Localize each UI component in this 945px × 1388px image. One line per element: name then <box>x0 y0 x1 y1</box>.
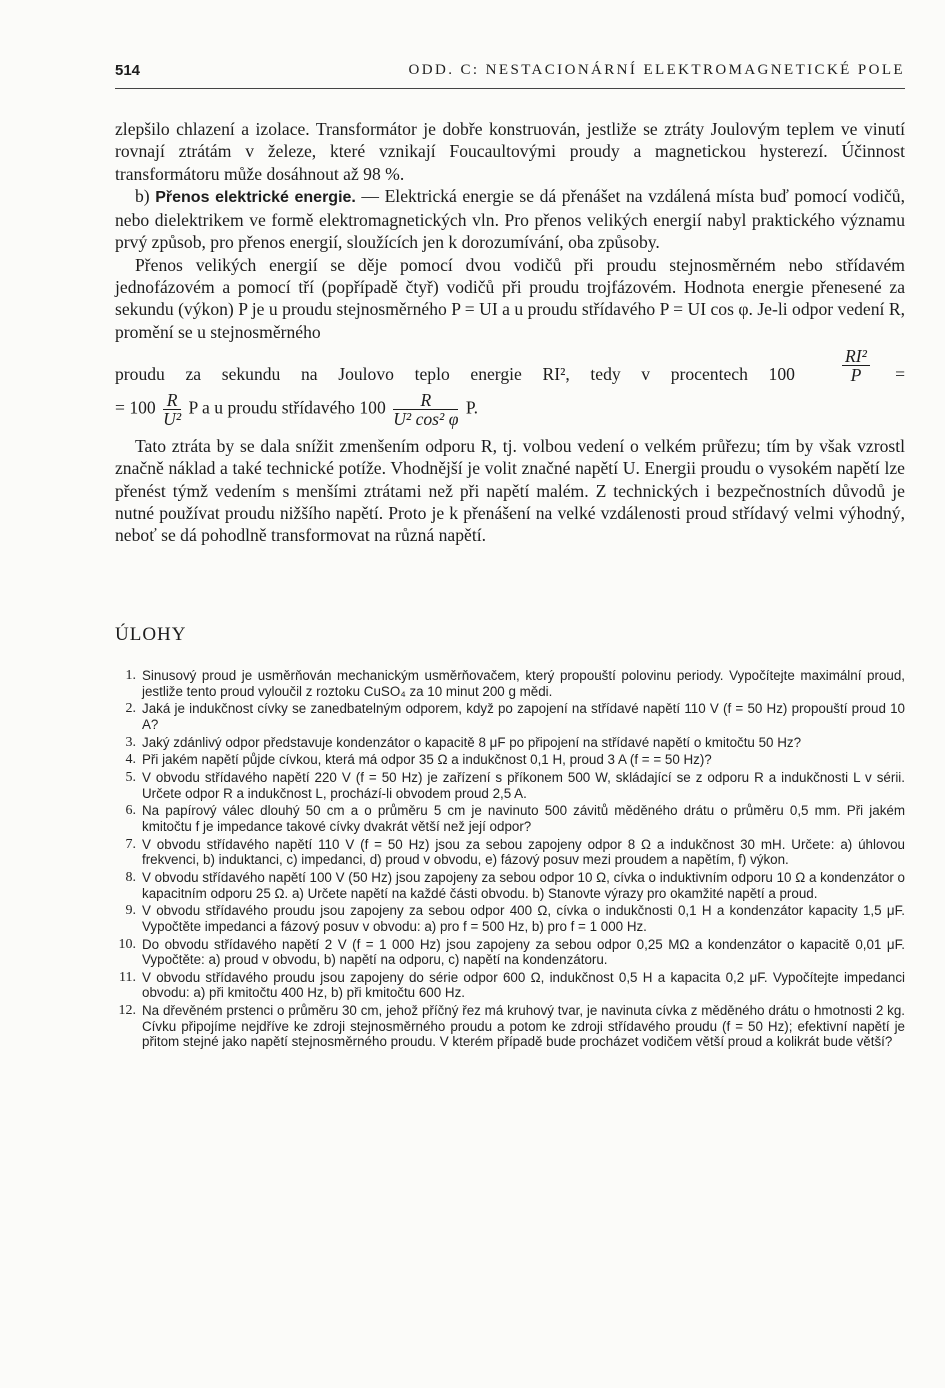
task-item <box>115 803 905 834</box>
header-rule <box>115 88 905 89</box>
task-number: 6. <box>125 803 136 819</box>
task-item <box>115 770 905 801</box>
equals-sign: = <box>895 363 905 384</box>
fraction-numerator: RI² <box>842 347 870 366</box>
task-text: V obvodu střídavého proudu jsou zapojeny za sebou odpor 400 Ω, cívka o indukčnosti 0,1 H a kondenzátor kapacity 1,5 μF. Vypočtěte impedanci a fázový posuv v obvodu: a) pro f = 500 Hz, b) pro f = 1 000 Hz. <box>142 903 905 934</box>
equation-word: teplo <box>414 363 450 384</box>
equation-joule-loss <box>115 347 905 391</box>
paragraph-cooling: zlepšilo chlazení a izolace. Transformátor je dobře konstruován, jestliže se ztráty Joulovým teplem ve vinutí rovnají ztrátám v železe, které vznikají Foucaultovými proudy a magnetickou hysterezí. Účinnost transformátoru může dosáhnout až 98 %. <box>115 119 905 184</box>
section-label: b) <box>135 185 150 206</box>
equation-word: RI², <box>542 363 570 384</box>
equation-word: proudu <box>115 363 165 384</box>
equation-word: 100 <box>768 363 795 384</box>
equation-word: sekundu <box>221 363 281 384</box>
equation-word: procentech <box>670 363 748 384</box>
body-text <box>115 118 905 546</box>
task-text: V obvodu střídavého napětí 220 V (f = 50 Hz) je zařízení s příkonem 500 W, skládající se z odporu R a indukčnosti L v sérii. Určete odpor R a indukčnost L, prochází-li obvodem proud 2,5 A. <box>142 770 905 801</box>
task-number: 10. <box>118 936 136 952</box>
task-number: 12. <box>118 1003 136 1019</box>
paragraph-high-voltage: Tato ztráta by se dala snížit zmenšením odporu R, tj. volbou vedení o velkém průřezu; tím by však vzrostl značně náklad a také technické potíže. Vhodnější je volit značné napětí U. Energii proudu o vysokém napětí lze přenést týmž vedením s menšími ztrátami než při napětí malém. Z technických i bezpečnostních důvodů je nutné používat proudu nižšího napětí. Proto je k přenášení na velké vzdálenosti proud střídavý velmi výhodný, neboť se dá pohodlně transformovat na různá napětí. <box>115 435 905 546</box>
task-text: Jaký zdánlivý odpor představuje kondenzátor o kapacitě 8 μF po připojení na střídavé napětí o kmitočtu 50 Hz? <box>142 734 802 750</box>
fraction-denominator: U² cos² φ <box>393 408 459 429</box>
fraction-denominator: P <box>850 364 862 385</box>
paragraph-energy-transfer <box>115 185 905 254</box>
task-text: Do obvodu střídavého napětí 2 V (f = 1 000 Hz) jsou zapojeny za sebou odpor 0,25 MΩ a kondenzátor o kapacitě 0,01 μF. Vypočtěte: a) proud v obvodu, b) napětí na odporu, c) napětí na kondenzátoru. <box>142 936 905 968</box>
task-text: Na dřevěném prstenci o průměru 30 cm, jehož příčný řez má kruhový tvar, je navinuta cívka z měděného drátu o hmotnosti 2 kg. Cívku připojíme nejdříve ke zdroji stejnosměrného proudu a potom ke zdroji střídavého proudu (f = 50 Hz); efektivní napětí je přitom stejné jako napětí stejnosměrného proudu. V kterém případě bude procházet vodičem větší proud a kolikrát bude větší? <box>142 1003 905 1050</box>
task-text: V obvodu střídavého proudu jsou zapojeny do série odpor 600 Ω, indukčnost 0,5 H a kapacita 0,2 μF. Vypočítejte impedanci obvodu: a) při kmitočtu 400 Hz, b) při kmitočtu 600 Hz. <box>142 969 905 1001</box>
task-number: 2. <box>125 701 136 717</box>
equation-part-a: = 100 <box>115 397 156 418</box>
equation-part-c: P. <box>465 397 479 418</box>
equation-word: tedy <box>590 363 621 384</box>
task-item <box>115 735 905 751</box>
task-item <box>115 870 905 901</box>
equation-word: energie <box>470 363 522 384</box>
task-number: 3. <box>125 734 136 750</box>
equation-loss-percent <box>115 391 905 431</box>
task-text: Při jakém napětí půjde cívkou, která má odpor 35 Ω a indukčnost 0,1 H, proud 3 A (f = = 50 Hz)? <box>142 752 712 768</box>
equation-word: v <box>641 363 651 384</box>
fraction-numerator: R <box>393 391 458 410</box>
task-text: V obvodu střídavého napětí 100 V (50 Hz) jsou zapojeny za sebou odpor 10 Ω, cívka o induktivním odporu 10 Ω a kondenzátor o kapacitním odporu 25 Ω. a) Určete napětí na každé části obvodu. b) Stanovte výrazy pro okamžité napětí a proud. <box>142 870 905 901</box>
task-number: 7. <box>125 836 136 852</box>
task-number: 9. <box>125 903 136 919</box>
task-number: 8. <box>125 870 136 886</box>
page-header <box>115 62 905 84</box>
equation-word: za <box>185 363 202 384</box>
task-list <box>115 668 905 1052</box>
task-item <box>115 1003 905 1050</box>
equation-word: Joulovo <box>338 363 394 384</box>
task-text: Na papírový válec dlouhý 50 cm a o průměru 5 cm je navinuto 500 závitů měděného drátu o průměru 0,5 mm. Při jakém kmitočtu f je impedance takové cívky dvakrát větší než její odpor? <box>142 803 905 834</box>
task-text: Sinusový proud je usměrňován mechanickým usměrňovačem, který propouští polovinu periody. Vypočítejte maximální proud, jestliže tento proud vyloučil z roztoku CuSO₄ za 10 minut 200 g mědi. <box>142 668 905 699</box>
task-item <box>115 752 905 768</box>
fraction-denominator: U² <box>163 408 182 429</box>
equation-part-b: P a u proudu střídavého 100 <box>188 397 386 418</box>
equation-word: na <box>300 363 318 384</box>
task-number: 5. <box>125 770 136 786</box>
task-number: 1. <box>125 668 136 683</box>
task-item <box>115 937 905 968</box>
task-text: V obvodu střídavého napětí 110 V (f = 50 Hz) jsou za sebou zapojeny odpor 8 Ω a indukčnost 30 mH. Určete: a) úhlovou frekvenci, b) induktanci, c) impedanci, d) proud v obvodu, e) fázový posuv mezi proudem a napětím, f) výkon. <box>142 836 905 868</box>
task-item <box>115 668 905 699</box>
paragraph-conductors: Přenos velikých energií se děje pomocí dvou vodičů při proudu stejnosměrném nebo střídavém jednofázovém a pomocí tří (popřípadě čtyř) vodičů při proudu trojfázovém. Hodnota energie přenesené za sekundu (výkon) P je u proudu stejnosměrného P = UI a u proudu střídavého P = UI cos φ. Je-li odpor vedení R, promění se u stejnosměrného <box>115 254 905 342</box>
task-item <box>115 837 905 868</box>
task-text: Jaká je indukčnost cívky se zanedbatelným odporem, když po zapojení na střídavé napětí 110 V (f = 50 Hz) propouští proud 10 A? <box>142 701 905 732</box>
task-item <box>115 701 905 732</box>
fraction-r-over-u2cos2 <box>393 391 458 428</box>
fraction-numerator: R <box>163 391 181 410</box>
task-number: 11. <box>119 969 136 985</box>
fraction-ri2-over-p <box>842 347 870 384</box>
fraction-r-over-u2 <box>163 391 181 428</box>
task-item <box>115 970 905 1001</box>
task-number: 4. <box>125 752 136 768</box>
section-title: Přenos elektrické energie. <box>155 188 356 206</box>
tasks-heading: ÚLOHY <box>115 624 187 645</box>
task-item <box>115 903 905 934</box>
page-number: 514 <box>115 62 141 79</box>
running-title: ODD. C: NESTACIONÁRNÍ ELEKTROMAGNETICKÉ POLE <box>408 62 905 78</box>
equation-text <box>115 363 795 385</box>
section-text: — Elektrická energie se dá přenášet na vzdálená místa buď pomocí vodičů, nebo dielektrikem ve formě elektromagnetických vln. Pro přenos velikých energií nabyl praktického významu prvý způsob, pro přenos energií, sloužících jen k dorozumívání, oba způsoby. <box>115 185 905 253</box>
